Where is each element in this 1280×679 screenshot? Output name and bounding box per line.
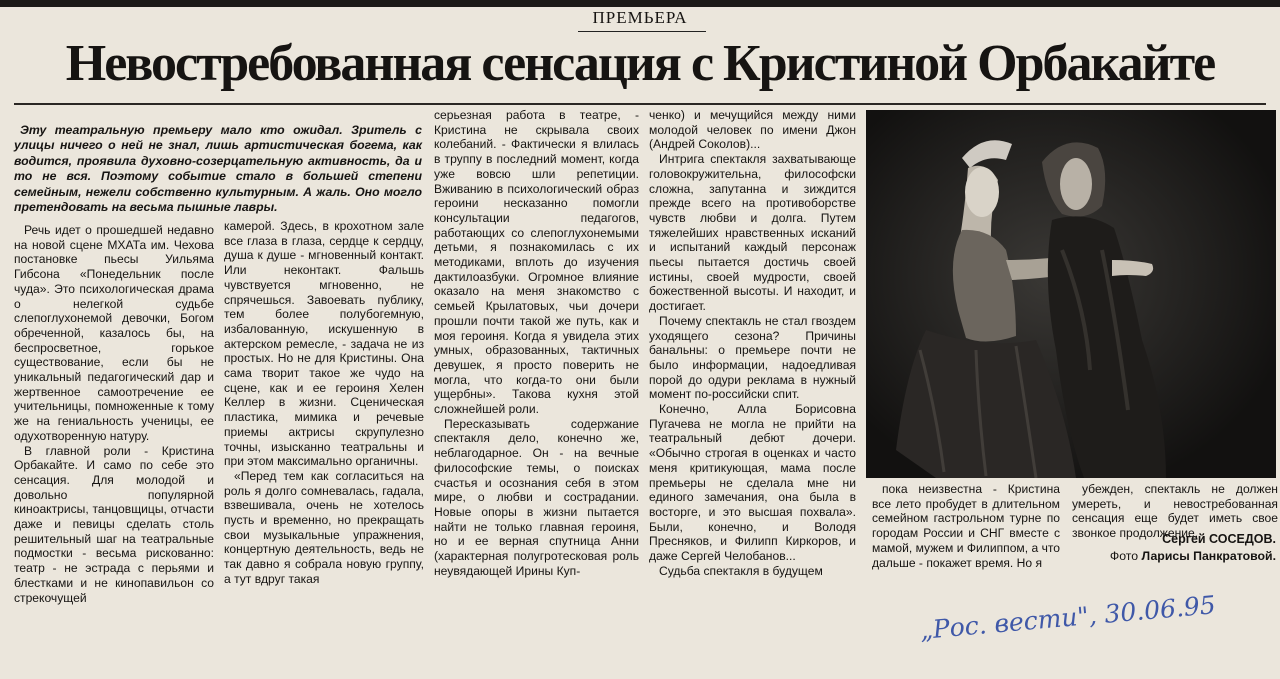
section-rubric: ПРЕМЬЕРА (592, 8, 688, 27)
rubric-underline (578, 31, 706, 32)
column-5 (872, 482, 1060, 570)
column-4 (649, 108, 856, 579)
article-lead: Эту театральную премьеру мало кто ожидал. Зритель с улицы ничего о ней не знал, лишь артистическая богема, как водится, проявила духовно-созерцательную активность, да и то не вся. Поэтому событие стало в большей степени семейным, нежели собственно культурным. А жаль. Оно могло претендовать на весьма пышные лавры. (14, 123, 422, 215)
paragraph: камерой. Здесь, в крохотном зале все глаза в глаза, сердце к сердцу, душа к душе - мгновенный контакт. Или неконтакт. Фальшь чувствуется мгновенно, не спрячешься. Завоевать публику, тем более полубогемную, избалованную, искушенную в актерском ремесле, - задача не из простых. Но не для Кристины. Она сама творит такое же чудо на сцене, как и ее героиня Хелен Келлер в жизни. Сценическая пластика, мимика и речевые приемы актрисы скрупулезно точны, изысканно театральны и при этом максимально органичны. (224, 219, 424, 469)
paragraph: Речь идет о прошедшей недавно на новой сцене МХАТа им. Чехова постановке пьесы Уильяма Гибсона «Понедельник после чуда». Это психологическая драма о нелегкой судьбе слепоглухонемой девочки, Богом обреченной, казалось бы, на беспросветное, горькое существование, если бы не уникальный педагогический дар и жертвенное самоотречение ее учительницы, помноженные к тому же на гениальность ученицы, ее одухотворенную натуру. (14, 223, 214, 443)
photo-credit (1090, 549, 1276, 563)
top-border (0, 0, 1280, 7)
paragraph: Почему спектакль не стал гвоздем уходящего сезона? Причины банальны: о премьере почти не было информации, надоедливая порой до одури реклама в нужный момент по-российски спит. (649, 313, 856, 402)
paragraph: ченко) и мечущийся между ними молодой человек по имени Джон (Андрей Соколов)... (649, 108, 856, 152)
paragraph: Судьба спектакля в будущем (659, 563, 823, 578)
column-1 (14, 223, 214, 605)
photo-credit-name: Ларисы Панкратовой. (1141, 549, 1276, 563)
stage-photo-illustration (866, 110, 1276, 478)
column-3 (434, 108, 639, 579)
paragraph: убежден, спектакль не должен умереть, и невостребованная сенсация еще будет иметь свое звонкое продолжение. (1072, 482, 1278, 541)
column-2 (224, 219, 424, 587)
author-byline: Сергей СОСЕДОВ. (1162, 532, 1276, 546)
stage-photo (866, 110, 1276, 478)
headline-rule (14, 103, 1266, 105)
photo-credit-prefix: Фото (1109, 549, 1139, 563)
paragraph: Конечно, Алла Борисовна Пугачева не могла не прийти на театральный дебют дочери. «Обычно строгая в оценках и часто меня критикующая, мама после премьеры не сделала мне ни единого замечания, она была в восторге, и это высшая похвала». Были, конечно, и Володя Пресняков, и Филипп Киркоров, и даже Сергей Челобанов... (649, 402, 856, 564)
paragraph: Пересказывать содержание спектакля дело, конечно же, неблагодарное. Он - на вечные философские темы, о поисках счастья и осознания себя в этом мире, о любви и сострадании. Новые опоры в жизни пытается найти не только главная героиня, но и ее верная спутница Анни (характерная полугротесковая роль неувядающей Ирины Куп- (434, 416, 639, 578)
paragraph: В главной роли - Кристина Орбакайте. И само по себе это сенсация. Для молодой и довольно популярной киноактрисы, танцовщицы, отчасти даже и певицы сделать столь решительный шаг на театральные подмостки - весьма рискованно: театр - не эстрада с перьями и блестками и не кинопавильон со стрекочущей (14, 443, 214, 605)
paragraph: серьезная работа в театре, - Кристина не скрывала своих колебаний. - Фактически я влилась в труппу в последний момент, когда уже вовсю шли репетиции. Вживанию в психологический образ героини несказанно помогли консультации педагогов, работающих со слепоглухонемыми детьми, я познакомилась с их методиками, вплоть до изучения дактилоазбуки. Огромное влияние оказало на меня знакомство с семьей Крылатовых, чьи дочери прошли почти такой же путь, как и моя героиня. Когда я увидела этих умных, образованных, тактичных девушек, я просто поверить не могла, что когда-то они были ущербны». Такова кухня этой сложнейшей роли. (434, 108, 639, 417)
article-headline: Невостребованная сенсация с Кристиной Орбакайте (65, 35, 1215, 92)
handwritten-source-note: „Рос. вести", 30.06.95 (918, 590, 1217, 645)
paragraph: Интрига спектакля захватывающе головокружительна, философски сложна, запутанна и зиждится прежде всего на противоборстве чувств любви и долга. Путем тяжелейших нравственных исканий и испытаний каждый персонаж пьесы пытается достичь своей истины, своей мудрости, своей божественной высоты. И находит, и достигает. (649, 152, 856, 314)
paragraph: «Перед тем как согласиться на роль я долго сомневалась, гадала, взвешивала, очень не хотелось пусть и временно, но прекращать свои музыкальные упражнения, концертную деятельность, ведь не так давно я собрала новую группу, а тут вдруг такая (224, 468, 424, 586)
paragraph: пока неизвестна - Кристина все лето пробудет в длительном семейном гастрольном турне по городам России и СНГ вместе с мамой, мужем и Филиппом, а что дальше - покажет время. Но я (872, 482, 1060, 570)
